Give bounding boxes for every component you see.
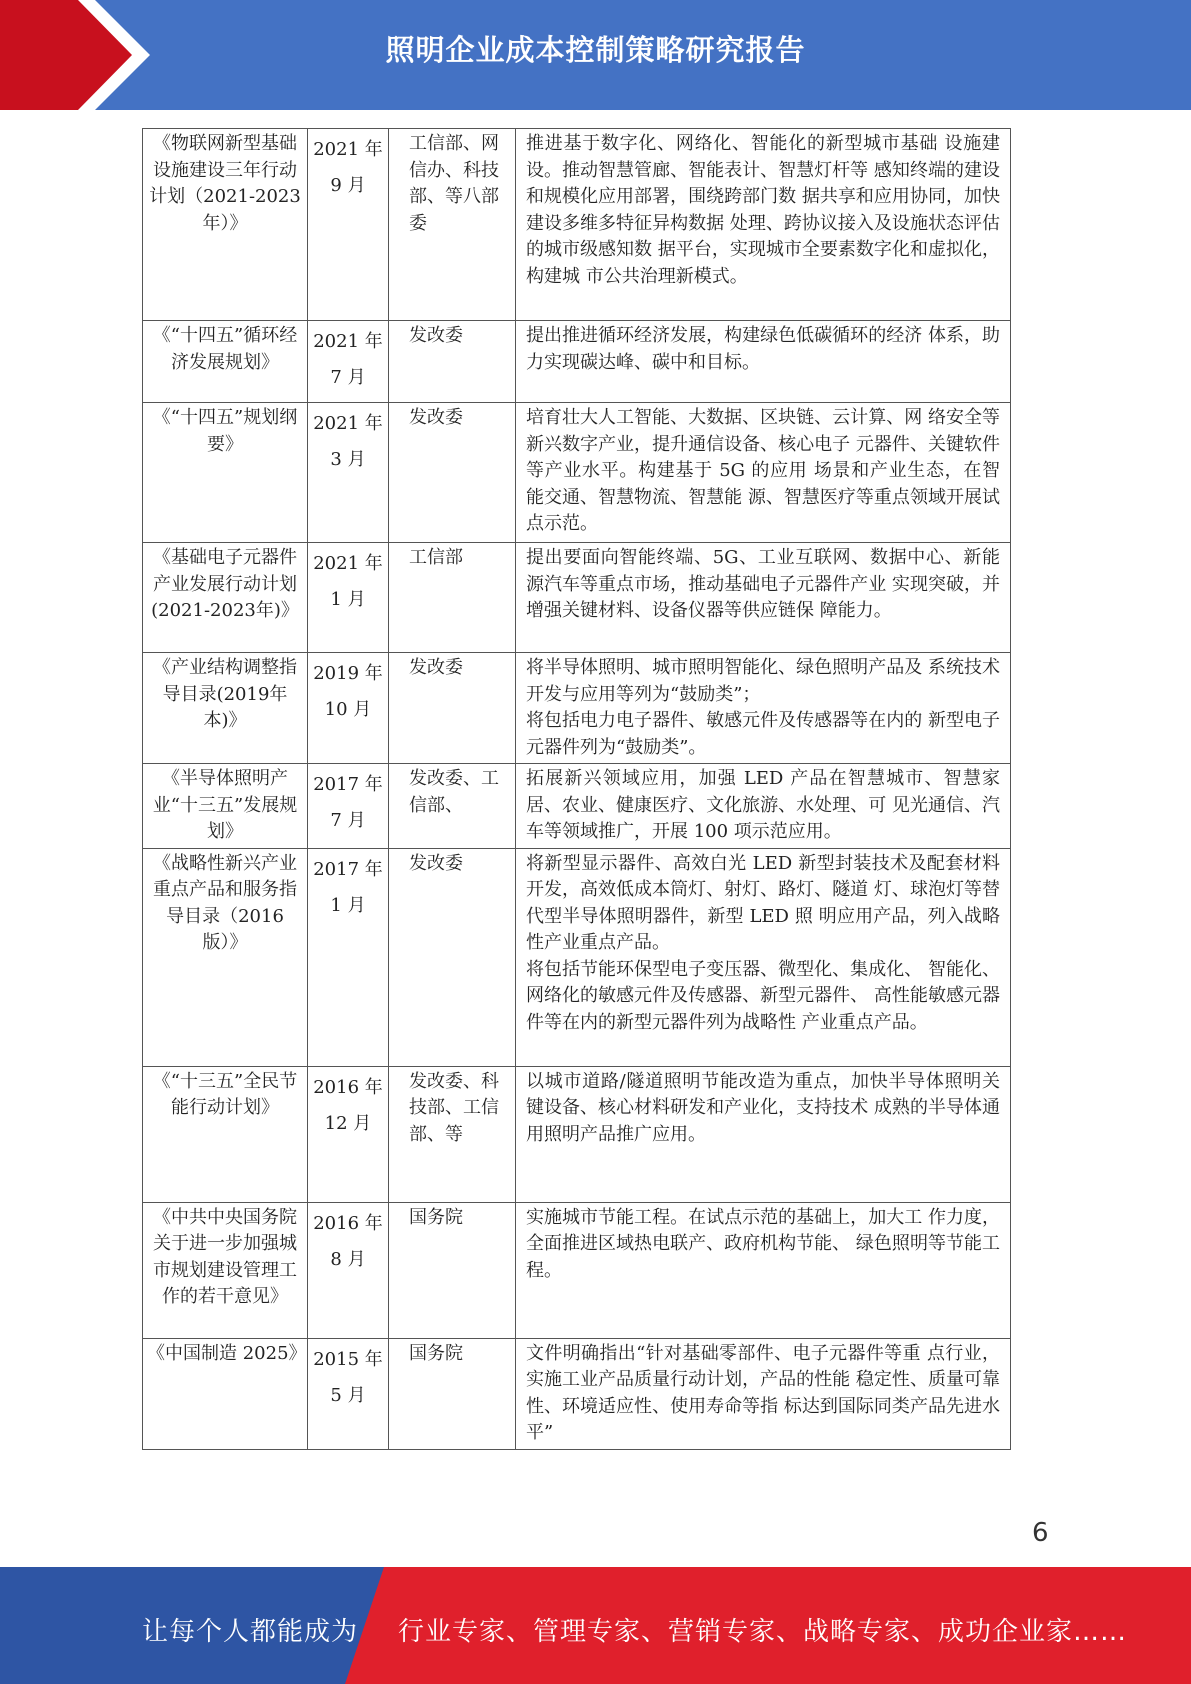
- policy-department-cell: 发改委: [389, 653, 516, 764]
- policy-name-cell: 《产业结构调整指导目录(2019年本)》: [143, 653, 308, 764]
- policy-department-cell: 国务院: [389, 1338, 516, 1449]
- policy-date-cell: 2017 年 7 月: [308, 764, 389, 849]
- policy-name-cell: 《物联网新型基础设施建设三年行动计划（2021-2023 年）》: [143, 129, 308, 321]
- policy-date-cell: 2019 年 10 月: [308, 653, 389, 764]
- policy-date-cell: 2016 年 12 月: [308, 1066, 389, 1202]
- policy-content-paragraph: 将半导体照明、城市照明智能化、绿色照明产品及 系统技术开发与应用等列为“鼓励类”；: [526, 657, 1000, 705]
- policy-name-cell: 《“十四五”规划纲要》: [143, 403, 308, 543]
- policy-content-cell: 培育壮大人工智能、大数据、区块链、云计算、网 络安全等新兴数字产业，提升通信设备、核心电子 元器件、关键软件等产业水平。构建基于 5G 的应用 场景和产业生态，在智能交通、智慧物流、智慧能 源、智慧医疗等重点领域开展试点示范。: [516, 403, 1011, 543]
- table-row: [143, 1202, 1011, 1338]
- table-row: [143, 1066, 1011, 1202]
- table-row: [143, 129, 1011, 321]
- policy-content-cell: 推进基于数字化、网络化、智能化的新型城市基础 设施建设。推动智慧管廊、智能表计、智慧灯杆等 感知终端的建设和规模化应用部署，围绕跨部门数 据共享和应用协同，加快建设多维多特征异构数据 处理、跨协议接入及设施状态评估的城市级感知数 据平台，实现城市全要素数字化和虚拟化，构建城 市公共治理新模式。: [516, 129, 1011, 321]
- policy-content-paragraph: 将包括节能环保型电子变压器、微型化、集成化、 智能化、网络化的敏感元件及传感器、新型元器件、 高性能敏感元器件等在内的新型元器件列为战略性 产业重点产品。: [526, 958, 1000, 1033]
- policy-date-cell: 2021 年 7 月: [308, 321, 389, 403]
- policy-name-cell: 《半导体照明产业“十三五”发展规划》: [143, 764, 308, 849]
- policy-content-paragraph: 将新型显示器件、高效白光 LED 新型封装技术及配套材料开发，高效低成本筒灯、射灯、路灯、隧道 灯、球泡灯等替代型半导体照明器件，新型 LED 照 明应用产品，列入战略性产业重点产品。: [526, 852, 1000, 953]
- policy-department-cell: 发改委: [389, 848, 516, 1066]
- footer-slogan-left: 让每个人都能成为: [142, 1617, 359, 1647]
- policy-name-cell: 《“十三五”全民节能行动计划》: [143, 1066, 308, 1202]
- policy-date-cell: 2015 年 5 月: [308, 1338, 389, 1449]
- policy-date-cell: 2021 年 1 月: [308, 543, 389, 653]
- table-row: [143, 764, 1011, 849]
- table-row: [143, 403, 1011, 543]
- table-row: [143, 321, 1011, 403]
- page-header: [0, 0, 1191, 110]
- policy-content-cell: 文件明确指出“针对基础零部件、电子元器件等重 点行业，实施工业产品质量行动计划，产品的性能 稳定性、质量可靠性、环境适应性、使用寿命等指 标达到国际同类产品先进水平”: [516, 1338, 1011, 1449]
- policy-department-cell: 国务院: [389, 1202, 516, 1338]
- policy-content-cell: [516, 653, 1011, 764]
- policy-department-cell: 发改委: [389, 321, 516, 403]
- footer-slogan-right: 行业专家、管理专家、营销专家、战略专家、成功企业家……: [398, 1617, 1128, 1647]
- policy-date-cell: 2016 年 8 月: [308, 1202, 389, 1338]
- policy-content-cell: 提出要面向智能终端、5G、工业互联网、数据中心、新能源汽车等重点市场，推动基础电子元器件产业 实现突破，并增强关键材料、设备仪器等供应链保 障能力。: [516, 543, 1011, 653]
- report-title: 照明企业成本控制策略研究报告: [385, 33, 806, 67]
- policy-date-cell: 2017 年 1 月: [308, 848, 389, 1066]
- page-footer: [0, 1567, 1191, 1684]
- policy-content-cell: 拓展新兴领域应用，加强 LED 产品在智慧城市、智慧家居、农业、健康医疗、文化旅游、水处理、可 见光通信、汽车等领域推广，开展 100 项示范应用。: [516, 764, 1011, 849]
- policy-content-cell: 提出推进循环经济发展，构建绿色低碳循环的经济 体系，助力实现碳达峰、碳中和目标。: [516, 321, 1011, 403]
- policy-name-cell: 《中共中央国务院关于进一步加强城市规划建设管理工作的若干意见》: [143, 1202, 308, 1338]
- policy-name-cell: 《战略性新兴产业重点产品和服务指导目录（2016 版）》: [143, 848, 308, 1066]
- policy-name-cell: 《基础电子元器件产业发展行动计划(2021-2023年)》: [143, 543, 308, 653]
- policy-content-paragraph: 将包括电力电子器件、敏感元件及传感器等在内的 新型电子元器件列为“鼓励类”。: [526, 710, 1000, 758]
- policy-department-cell: 发改委、工信部、: [389, 764, 516, 849]
- red-chevron-decoration: [0, 0, 160, 110]
- table-row: [143, 848, 1011, 1066]
- policy-department-cell: 发改委、科技部、工信部、等: [389, 1066, 516, 1202]
- policy-content-cell: [516, 848, 1011, 1066]
- policy-table: [142, 128, 1011, 1450]
- policy-date-cell: 2021 年 9 月: [308, 129, 389, 321]
- table-row: [143, 1338, 1011, 1449]
- policy-department-cell: 发改委: [389, 403, 516, 543]
- policy-department-cell: 工信部、网信办、科技部、等八部委: [389, 129, 516, 321]
- page-number: 6: [1032, 1518, 1049, 1548]
- table-row: [143, 653, 1011, 764]
- table-row: [143, 543, 1011, 653]
- policy-content-cell: 以城市道路/隧道照明节能改造为重点，加快半导体照明关键设备、核心材料研发和产业化，支持技术 成熟的半导体通用照明产品推广应用。: [516, 1066, 1011, 1202]
- policy-department-cell: 工信部: [389, 543, 516, 653]
- policy-date-cell: 2021 年 3 月: [308, 403, 389, 543]
- policy-name-cell: 《中国制造 2025》: [143, 1338, 308, 1449]
- policy-content-cell: 实施城市节能工程。在试点示范的基础上，加大工 作力度，全面推进区域热电联产、政府机构节能、 绿色照明等节能工程。: [516, 1202, 1011, 1338]
- policy-name-cell: 《“十四五”循环经济发展规划》: [143, 321, 308, 403]
